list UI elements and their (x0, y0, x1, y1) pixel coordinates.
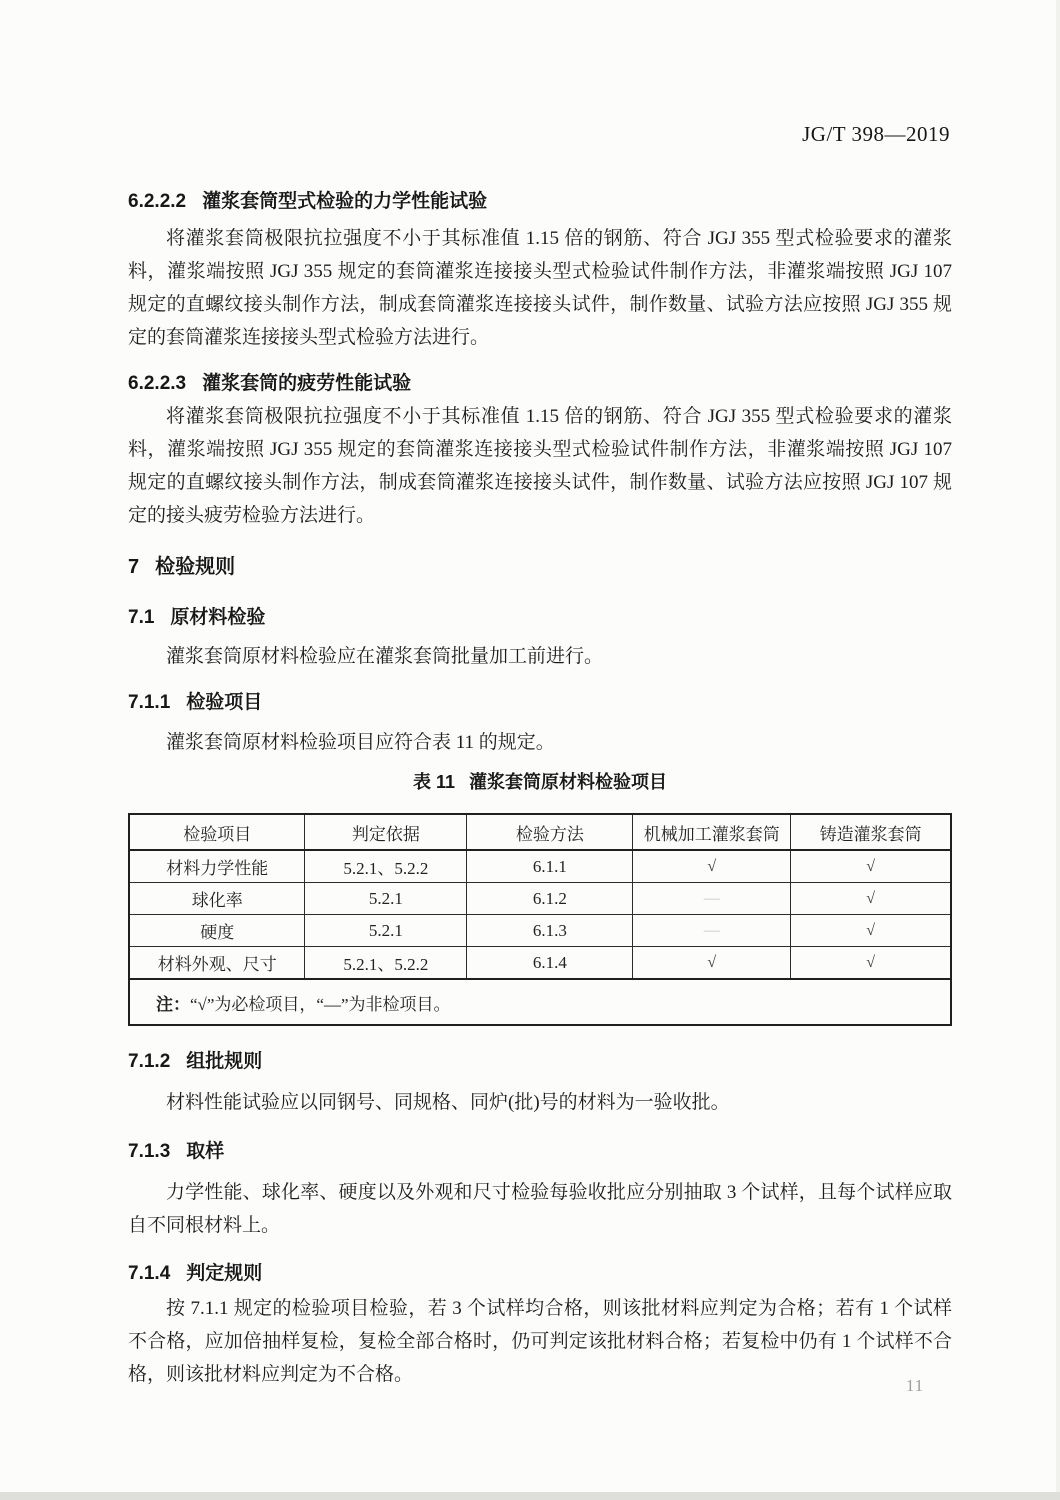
table-row (129, 850, 951, 883)
cell-item: 球化率 (129, 883, 305, 915)
heading-7-1 (128, 602, 265, 629)
heading-number: 7.1 (128, 607, 155, 628)
table-row (129, 947, 951, 980)
heading-6-2-2-3 (128, 368, 411, 395)
cell-item: 材料外观、尺寸 (129, 947, 305, 980)
cell-basis: 5.2.1、5.2.2 (305, 850, 467, 883)
table-11 (128, 813, 952, 1026)
scan-edge (0, 1492, 1060, 1500)
heading-title: 取样 (186, 1141, 225, 1162)
table-note (129, 979, 951, 1025)
table-note-row (129, 979, 951, 1025)
heading-title: 灌浆套筒的疲劳性能试验 (202, 373, 412, 394)
check-mark: √ (633, 850, 791, 883)
heading-number: 7.1.4 (128, 1263, 171, 1284)
heading-number: 6.2.2.3 (128, 373, 187, 394)
table-header-row (129, 814, 951, 850)
heading-title: 原材料检验 (170, 607, 266, 628)
cell-basis: 5.2.1、5.2.2 (305, 947, 467, 980)
table-row (129, 883, 951, 915)
check-mark: √ (791, 883, 951, 915)
paragraph-6-2-2-2: 将灌浆套筒极限抗拉强度不小于其标准值 1.15 倍的钢筋、符合 JGJ 355 型式检验要求的灌浆料，灌浆端按照 JGJ 355 规定的套筒灌浆连接接头型式检验试件制作方法，非灌浆端按照 JGJ 107 规定的直螺纹接头制作方法，制成套筒灌浆连接接头试件，制作数量、试验方法应按照 JGJ 355 规定的套筒灌浆连接接头型式检验方法进行。 (128, 228, 952, 348)
table-title: 灌浆套筒原材料检验项目 (469, 772, 668, 792)
heading-number: 7.1.3 (128, 1141, 171, 1162)
heading-title: 组批规则 (186, 1051, 263, 1072)
col-header-machined-sleeve: 机械加工灌浆套筒 (633, 814, 791, 850)
heading-number: 6.2.2.2 (128, 191, 187, 212)
cell-method: 6.1.1 (467, 850, 633, 883)
col-header-cast-sleeve: 铸造灌浆套筒 (791, 814, 951, 850)
dash-mark: — (633, 915, 791, 947)
cell-item: 材料力学性能 (129, 850, 305, 883)
paragraph-6-2-2-3: 将灌浆套筒极限抗拉强度不小于其标准值 1.15 倍的钢筋、符合 JGJ 355 型式检验要求的灌浆料，灌浆端按照 JGJ 355 规定的套筒灌浆连接接头型式检验试件制作方法，非灌浆端按照 JGJ 107 规定的直螺纹接头制作方法，制成套筒灌浆连接接头试件，制作数量、试验方法应按照 JGJ 107 规定的接头疲劳检验方法进行。 (128, 406, 952, 526)
cell-method: 6.1.2 (467, 883, 633, 915)
note-text: “√”为必检项目，“—”为非检项目。 (190, 994, 451, 1014)
check-mark: √ (791, 947, 951, 980)
paragraph-7-1-3: 力学性能、球化率、硬度以及外观和尺寸检验每验收批应分别抽取 3 个试样，且每个试样应取自不同根材料上。 (128, 1182, 952, 1236)
heading-number: 7 (128, 556, 140, 578)
heading-7 (128, 550, 235, 579)
cell-basis: 5.2.1 (305, 883, 467, 915)
heading-7-1-4 (128, 1258, 262, 1285)
heading-title: 检验项目 (186, 692, 263, 713)
note-label: 注： (156, 994, 190, 1014)
table-11-caption (128, 768, 952, 794)
paragraph-7-1: 灌浆套筒原材料检验应在灌浆套筒批量加工前进行。 (166, 646, 604, 667)
col-header-judgement-basis: 判定依据 (305, 814, 467, 850)
col-header-inspection-item: 检验项目 (129, 814, 305, 850)
check-mark: √ (633, 947, 791, 980)
heading-6-2-2-2 (128, 186, 487, 213)
page-number: 11 (905, 1376, 925, 1395)
heading-7-1-2 (128, 1046, 262, 1073)
check-mark: √ (791, 850, 951, 883)
cell-item: 硬度 (129, 915, 305, 947)
table-row (129, 915, 951, 947)
col-header-test-method: 检验方法 (467, 814, 633, 850)
check-mark: √ (791, 915, 951, 947)
paragraph-7-1-2: 材料性能试验应以同钢号、同规格、同炉(批)号的材料为一验收批。 (166, 1092, 730, 1113)
cell-method: 6.1.4 (467, 947, 633, 980)
scan-edge (1056, 0, 1060, 1500)
heading-7-1-3 (128, 1136, 224, 1163)
dash-mark: — (633, 883, 791, 915)
heading-title: 判定规则 (186, 1263, 263, 1284)
paragraph-7-1-4: 按 7.1.1 规定的检验项目检验，若 3 个试样均合格，则该批材料应判定为合格；若有 1 个试样不合格，应加倍抽样复检，复检全部合格时，仍可判定该批材料合格；若复检中仍有 1 个试样不合格，则该批材料应判定为不合格。 (128, 1298, 952, 1385)
table-number: 表 11 (412, 772, 456, 792)
cell-method: 6.1.3 (467, 915, 633, 947)
cell-basis: 5.2.1 (305, 915, 467, 947)
standard-code: JG/T 398—2019 (802, 122, 950, 146)
heading-7-1-1 (128, 687, 262, 714)
heading-number: 7.1.1 (128, 692, 171, 713)
paragraph-7-1-1: 灌浆套筒原材料检验项目应符合表 11 的规定。 (166, 732, 555, 753)
heading-title: 灌浆套筒型式检验的力学性能试验 (202, 191, 488, 212)
heading-number: 7.1.2 (128, 1051, 171, 1072)
heading-title: 检验规则 (155, 556, 236, 578)
